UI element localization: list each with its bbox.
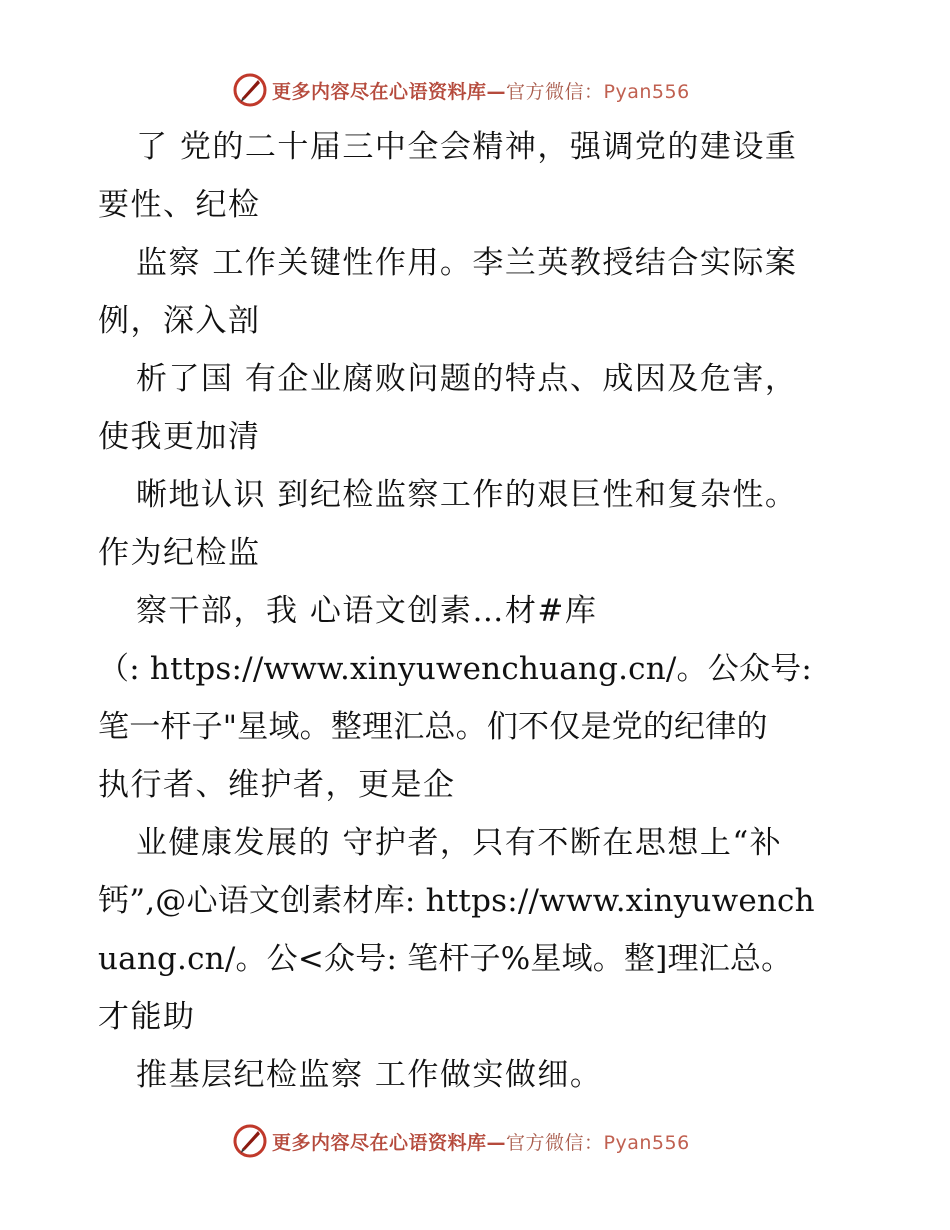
- text-line: 钙”,@心语文创素材库: https://www.xinyuwench: [98, 883, 815, 919]
- watermark-brand: 更多内容尽在心语资料库: [272, 80, 487, 103]
- text-line: uang.cn/。公<众号: 笔杆子%星域。整]理汇总。: [98, 941, 793, 977]
- quill-pen-logo-icon: [232, 72, 268, 108]
- quill-pen-logo-icon: [232, 1123, 268, 1159]
- text-line: （: https://www.xinyuwenchuang.cn/。公众号:: [98, 651, 812, 687]
- text-line: 执行者、维护者，更是企: [98, 767, 456, 803]
- text-line: 要性、纪检: [98, 187, 261, 223]
- document-body: [98, 118, 858, 1104]
- text-line: 才能助: [98, 999, 196, 1035]
- header-watermark: [232, 70, 690, 110]
- footer-watermark: [232, 1121, 690, 1161]
- watermark-dash: —: [486, 80, 507, 103]
- text-line: 晰地认识 到纪检监察工作的艰巨性和复杂性。: [136, 477, 798, 513]
- text-line: 例，深入剖: [98, 303, 261, 339]
- text-line: 使我更加清: [98, 419, 261, 455]
- text-line: 作为纪检监: [98, 535, 261, 571]
- watermark-label: 官方微信：: [506, 80, 604, 103]
- watermark-brand: 更多内容尽在心语资料库: [272, 1131, 487, 1154]
- text-line: 监察 工作关键性作用。李兰英教授结合实际案: [136, 245, 798, 281]
- watermark-label: 官方微信：: [506, 1131, 604, 1154]
- text-line: 业健康发展的 守护者，只有不断在思想上“补: [136, 825, 783, 861]
- text-line: 推基层纪检监察 工作做实做细。: [136, 1057, 603, 1093]
- text-line: 察干部，我 心语文创素…材#库: [136, 593, 598, 629]
- text-line: 了 党的二十届三中全会精神，强调党的建设重: [136, 129, 798, 165]
- text-line: 析了国 有企业腐败问题的特点、成因及危害，: [136, 361, 798, 397]
- text-line: 笔一杆子"星域。整理汇总。们不仅是党的纪律的: [98, 709, 768, 745]
- watermark-dash: —: [486, 1131, 507, 1154]
- watermark-text: [272, 1128, 690, 1155]
- watermark-text: [272, 77, 690, 104]
- watermark-wechat-id: Pyan556: [603, 80, 690, 103]
- watermark-wechat-id: Pyan556: [603, 1131, 690, 1154]
